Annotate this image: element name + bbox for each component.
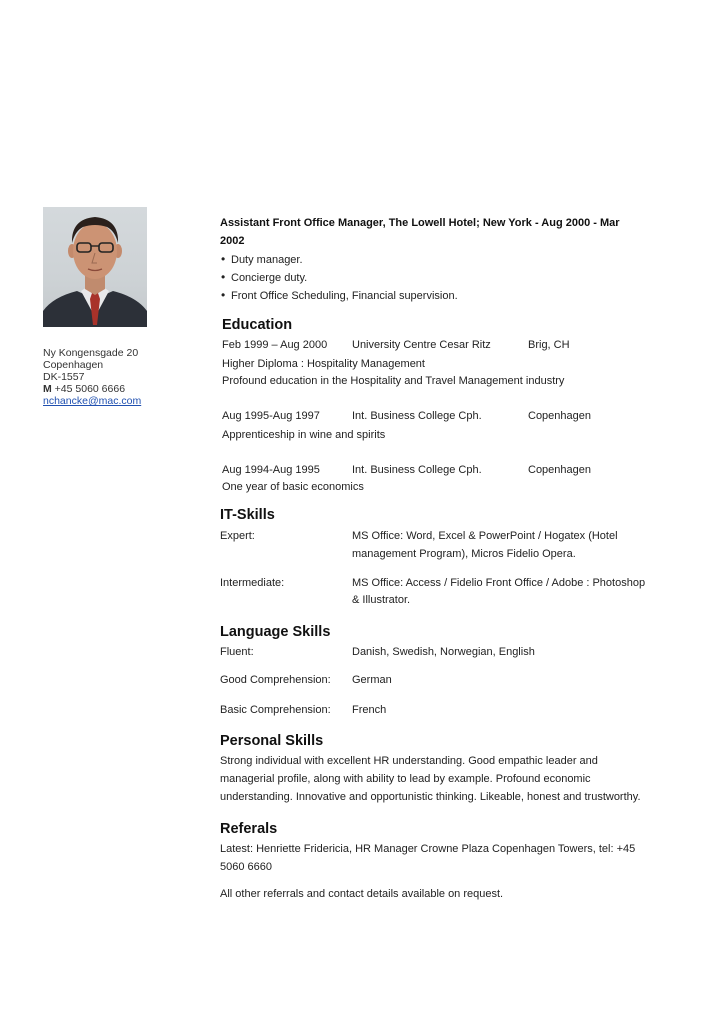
education-school: Int. Business College Cph. [352, 464, 482, 476]
education-detail: One year of basic economics [222, 481, 364, 493]
language-label: Good Comprehension: [220, 674, 331, 686]
it-skills-heading: IT-Skills [220, 507, 275, 523]
language-value: German [352, 674, 392, 686]
personal-skills-heading: Personal Skills [220, 733, 324, 749]
mobile-label: M [43, 383, 52, 395]
email-link[interactable]: nchancke@mac.com [43, 395, 142, 407]
referal-latest-cont: 5060 6660 [220, 861, 272, 873]
education-school: Int. Business College Cph. [352, 410, 482, 422]
it-skill-value: MS Office: Access / Fidelio Front Office / Adobe : Photoshop [352, 577, 646, 589]
language-value: French [352, 704, 387, 716]
language-label: Fluent: [220, 646, 254, 658]
education-school: University Centre Cesar Ritz [352, 339, 491, 351]
profile-photo [43, 207, 147, 327]
language-value: Danish, Swedish, Norwegian, English [352, 646, 535, 658]
education-place: Brig, CH [528, 339, 570, 351]
address-street: Ny Kongensgade 20 [43, 347, 139, 359]
personal-skills-text: managerial profile, along with ability to lead by example. Profound economic [220, 773, 591, 785]
it-skill-value: management Program), Micros Fidelio Opera. [352, 548, 576, 560]
experience-bullet: • Concierge duty. [221, 270, 307, 284]
personal-skills-text: understanding. Innovative and opportunistic thinking. Likeable, honest and trustworthy. [220, 791, 641, 803]
education-detail: Apprenticeship in wine and spirits [222, 429, 386, 441]
mobile-line [43, 383, 125, 395]
education-heading: Education [222, 317, 293, 333]
address-city: Copenhagen [43, 359, 104, 371]
education-dates: Feb 1999 – Aug 2000 [222, 339, 328, 351]
personal-skills-text: Strong individual with excellent HR understanding. Good empathic leader and [220, 755, 598, 767]
it-skill-label: Intermediate: [220, 577, 285, 589]
mobile-number: +45 5060 6666 [54, 383, 126, 395]
experience-bullet: • Duty manager. [221, 252, 303, 266]
referal-latest: Latest: Henriette Fridericia, HR Manager Crowne Plaza Copenhagen Towers, tel: +45 [220, 843, 636, 855]
experience-title-line1: Assistant Front Office Manager, The Lowell Hotel; New York - Aug 2000 - Mar [220, 217, 620, 229]
language-skills-heading: Language Skills [220, 624, 331, 640]
education-dates: Aug 1994-Aug 1995 [222, 464, 320, 476]
it-skill-value: MS Office: Word, Excel & PowerPoint / Hogatex (Hotel [352, 530, 618, 542]
referals-heading: Referals [220, 821, 278, 837]
portrait-illustration [43, 207, 147, 327]
education-place: Copenhagen [528, 410, 592, 422]
education-detail: Profound education in the Hospitality and Travel Management industry [222, 375, 565, 387]
education-detail: Higher Diploma : Hospitality Management [222, 358, 425, 370]
education-dates: Aug 1995-Aug 1997 [222, 410, 320, 422]
education-place: Copenhagen [528, 464, 592, 476]
it-skill-value: & Illustrator. [352, 594, 411, 606]
address-postcode: DK-1557 [43, 371, 85, 383]
it-skill-label: Expert: [220, 530, 255, 542]
experience-title-line2: 2002 [220, 235, 245, 247]
referal-note: All other referrals and contact details available on request. [220, 888, 504, 900]
language-label: Basic Comprehension: [220, 704, 331, 716]
experience-bullet: • Front Office Scheduling, Financial supervision. [221, 288, 458, 302]
